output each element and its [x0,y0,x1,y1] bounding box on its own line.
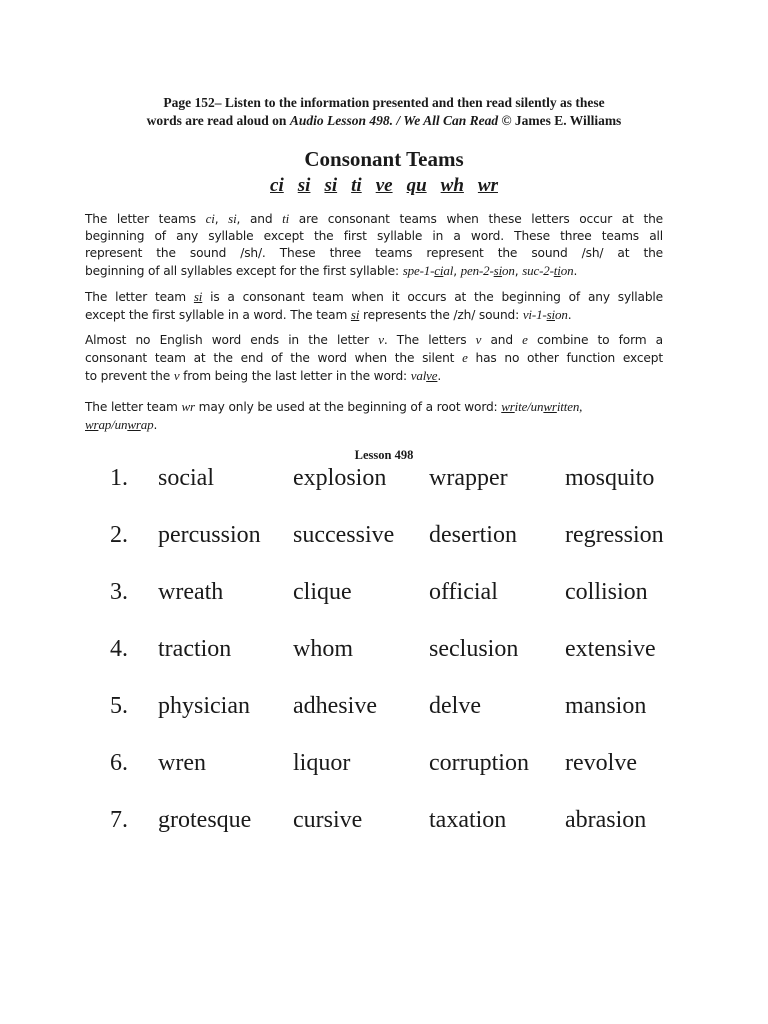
paragraph-si-zh [85,288,663,324]
word: whom [293,636,353,662]
word: physician [158,693,250,719]
team-ti: ti [351,175,362,196]
word: cursive [293,807,363,833]
para1-line-3: represent the sound /sh/. These three teams represent the sound /sh/ at the [85,246,663,260]
word: official [429,579,498,605]
word: collision [565,579,648,605]
word: corruption [429,750,529,776]
word: extensive [565,636,656,662]
word: adhesive [293,693,377,719]
row-number: 5. [110,693,128,719]
para1-line-2: beginning of any syllable except the first syllable in a word. These three teams all [85,229,663,243]
para2-line-1: The letter team si is a consonant team when it occurs at the beginning of any syllable [85,289,663,304]
paragraph-ci-si-ti [85,210,663,280]
para3-line-3: to prevent the v from being the last letter in the word: valve. [85,368,442,383]
para4-line-1: The letter team wr may only be used at the beginning of a root word: write/unwritten, [85,399,583,414]
word: regression [565,522,664,548]
word: liquor [293,750,351,776]
paragraph-ve [85,331,663,385]
word: abrasion [565,807,647,833]
word-row [0,693,768,733]
word: explosion [293,465,387,491]
row-number: 3. [110,579,128,605]
word-row [0,579,768,619]
word: mosquito [565,465,655,491]
word: social [158,465,214,491]
word: seclusion [429,636,519,662]
word: mansion [565,693,647,719]
word: successive [293,522,395,548]
row-number: 1. [110,465,128,491]
para2-line-2: except the first syllable in a word. The team si represents the /zh/ sound: vi-1-sion. [85,307,572,322]
header-line-2: words are read aloud on Audio Lesson 498. / We All Can Read © James E. Williams [146,113,622,128]
word-row [0,522,768,562]
word: desertion [429,522,517,548]
para3-line-1: Almost no English word ends in the letter v. The letters v and e combine to form a [85,332,663,347]
word-row [0,636,768,676]
word-row [0,807,768,847]
team-si-zh: si [324,175,338,196]
word-row [0,750,768,790]
word: wrapper [429,465,508,491]
word: clique [293,579,352,605]
row-number: 4. [110,636,128,662]
consonant-teams-list [0,175,768,197]
team-ve: ve [375,175,393,196]
word: delve [429,693,481,719]
word: revolve [565,750,637,776]
row-number: 7. [110,807,128,833]
paragraph-wr [85,398,663,434]
row-number: 2. [110,522,128,548]
word: traction [158,636,232,662]
word-row [0,465,768,505]
word: grotesque [158,807,252,833]
para1-line-4: beginning of all syllables except for the first syllable: spe-1-cial, pen-2-sion, suc-2-tion. [85,263,578,278]
team-ci: ci [270,175,284,196]
word: percussion [158,522,261,548]
team-si: si [297,175,311,196]
team-qu: qu [406,175,427,196]
word: wren [158,750,206,776]
row-number: 6. [110,750,128,776]
para3-line-2: consonant team at the end of the word when the silent e has no other function except [85,350,663,365]
lesson-label: Lesson 498 [354,448,414,462]
word: wreath [158,579,224,605]
team-wr: wr [477,175,498,196]
page-header [0,94,768,130]
header-line-1: Page 152– Listen to the information presented and then read silently as these [163,95,605,110]
para1-line-1: The letter teams ci, si, and ti are consonant teams when these letters occur at the [85,211,663,226]
page-title: Consonant Teams [304,147,464,171]
team-wh: wh [440,175,464,196]
para4-line-2: wrap/unwrap. [85,417,158,432]
word: taxation [429,807,507,833]
